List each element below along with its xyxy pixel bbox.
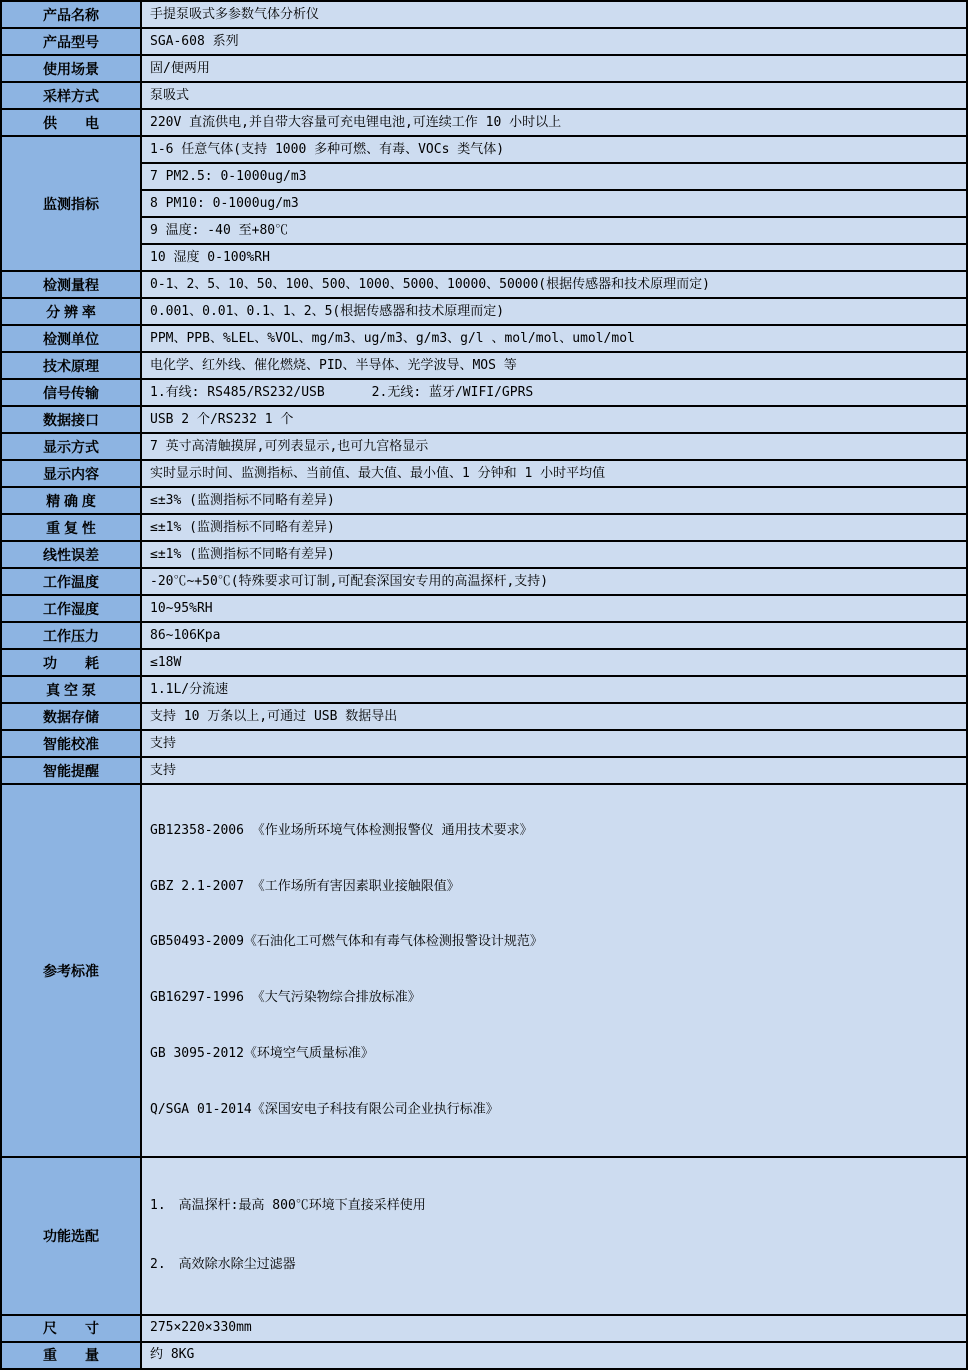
row-monitoring-item-4 [1, 217, 967, 244]
reference-standard-line: GB16297-1996 《大气污染物综合排放标准》 [150, 990, 421, 1006]
row-data-interface [1, 406, 967, 433]
spec-value-signal-transmission: 1.有线: RS485/RS232/USB 2.无线: 蓝牙/WIFI/GPRS [141, 379, 967, 406]
spec-label-optional-features: 功能选配 [1, 1157, 141, 1314]
spec-value-working-temperature: -20℃~+50℃(特殊要求可订制,可配套深国安专用的高温探杆,支持) [141, 568, 967, 595]
row-monitoring-item-2 [1, 163, 967, 190]
row-weight [1, 1342, 967, 1369]
spec-label-product-model: 产品型号 [1, 28, 141, 55]
spec-label-sampling-method: 采样方式 [1, 82, 141, 109]
spec-value-display-content: 实时显示时间、监测指标、当前值、最大值、最小值、1 分钟和 1 小时平均值 [141, 460, 967, 487]
row-data-storage [1, 703, 967, 730]
spec-value-display-mode: 7 英寸高清触摸屏,可列表显示,也可九宫格显示 [141, 433, 967, 460]
spec-label-reference-standards: 参考标准 [1, 784, 141, 1157]
spec-value-technology: 电化学、红外线、催化燃烧、PID、半导体、光学波导、MOS 等 [141, 352, 967, 379]
row-signal-transmission [1, 379, 967, 406]
row-resolution [1, 298, 967, 325]
spec-value-dimensions: 275×220×330mm [141, 1315, 967, 1342]
row-reference-standards [1, 784, 967, 1157]
spec-label-dimensions: 尺 寸 [1, 1315, 141, 1342]
spec-label-detection-unit: 检测单位 [1, 325, 141, 352]
spec-value-optional-features [141, 1157, 967, 1314]
row-monitoring-item-5 [1, 244, 967, 271]
spec-label-display-content: 显示内容 [1, 460, 141, 487]
row-linearity-error [1, 541, 967, 568]
row-repeatability [1, 514, 967, 541]
row-technology [1, 352, 967, 379]
spec-label-smart-reminder: 智能提醒 [1, 757, 141, 784]
spec-label-repeatability: 重 复 性 [1, 514, 141, 541]
spec-label-product-name: 产品名称 [1, 1, 141, 28]
spec-value-monitoring-item-4: 9 温度: -40 至+80℃ [141, 217, 967, 244]
spec-label-data-interface: 数据接口 [1, 406, 141, 433]
spec-label-vacuum-pump: 真 空 泵 [1, 676, 141, 703]
spec-value-repeatability: ≤±1% (监测指标不同略有差异) [141, 514, 967, 541]
spec-value-product-name: 手提泵吸式多参数气体分析仪 [141, 1, 967, 28]
spec-value-resolution: 0.001、0.01、0.1、1、2、5(根据传感器和技术原理而定) [141, 298, 967, 325]
spec-value-working-pressure: 86~106Kpa [141, 622, 967, 649]
row-monitoring-indicators [1, 136, 967, 163]
spec-label-smart-calibration: 智能校准 [1, 730, 141, 757]
row-vacuum-pump [1, 676, 967, 703]
spec-label-signal-transmission: 信号传输 [1, 379, 141, 406]
spec-value-monitoring-item-5: 10 湿度 0-100%RH [141, 244, 967, 271]
spec-value-detection-unit: PPM、PPB、%LEL、%VOL、mg/m3、ug/m3、g/m3、g/l 、mol/mol、umol/mol [141, 325, 967, 352]
spec-label-accuracy: 精 确 度 [1, 487, 141, 514]
row-detection-unit [1, 325, 967, 352]
spec-label-working-humidity: 工作湿度 [1, 595, 141, 622]
spec-label-power-consumption: 功 耗 [1, 649, 141, 676]
spec-value-monitoring-item-3: 8 PM10: 0-1000ug/m3 [141, 190, 967, 217]
row-smart-calibration [1, 730, 967, 757]
spec-label-monitoring-indicators: 监测指标 [1, 136, 141, 271]
spec-label-weight: 重 量 [1, 1342, 141, 1369]
spec-label-working-temperature: 工作温度 [1, 568, 141, 595]
spec-value-data-interface: USB 2 个/RS232 1 个 [141, 406, 967, 433]
row-monitoring-item-3 [1, 190, 967, 217]
spec-value-vacuum-pump: 1.1L/分流速 [141, 676, 967, 703]
row-optional-features [1, 1157, 967, 1314]
row-product-model [1, 28, 967, 55]
spec-label-working-pressure: 工作压力 [1, 622, 141, 649]
spec-label-data-storage: 数据存储 [1, 703, 141, 730]
row-power-consumption [1, 649, 967, 676]
row-working-humidity [1, 595, 967, 622]
reference-standard-line: GB50493-2009《石油化工可燃气体和有毒气体检测报警设计规范》 [150, 934, 543, 950]
spec-value-power-consumption: ≤18W [141, 649, 967, 676]
row-sampling-method [1, 82, 967, 109]
reference-standard-line: Q/SGA 01-2014《深国安电子科技有限公司企业执行标准》 [150, 1101, 499, 1117]
spec-value-sampling-method: 泵吸式 [141, 82, 967, 109]
row-display-content [1, 460, 967, 487]
spec-label-power-supply: 供 电 [1, 109, 141, 136]
row-display-mode [1, 433, 967, 460]
spec-value-detection-range: 0-1、2、5、10、50、100、500、1000、5000、10000、50000(根据传感器和技术原理而定) [141, 271, 967, 298]
spec-value-power-supply: 220V 直流供电,并自带大容量可充电锂电池,可连续工作 10 小时以上 [141, 109, 967, 136]
row-accuracy [1, 487, 967, 514]
spec-label-linearity-error: 线性误差 [1, 541, 141, 568]
spec-label-display-mode: 显示方式 [1, 433, 141, 460]
reference-standard-line: GB12358-2006 《作业场所环境气体检测报警仪 通用技术要求》 [150, 823, 533, 839]
optional-feature-line: 2. 高效除水除尘过滤器 [150, 1257, 296, 1273]
spec-value-accuracy: ≤±3% (监测指标不同略有差异) [141, 487, 967, 514]
row-smart-reminder [1, 757, 967, 784]
spec-value-smart-calibration: 支持 [141, 730, 967, 757]
spec-value-reference-standards [141, 784, 967, 1157]
spec-value-data-storage: 支持 10 万条以上,可通过 USB 数据导出 [141, 703, 967, 730]
spec-value-smart-reminder: 支持 [141, 757, 967, 784]
spec-value-monitoring-item-2: 7 PM2.5: 0-1000ug/m3 [141, 163, 967, 190]
spec-value-weight: 约 8KG [141, 1342, 967, 1369]
spec-label-detection-range: 检测量程 [1, 271, 141, 298]
row-working-pressure [1, 622, 967, 649]
row-product-name [1, 1, 967, 28]
row-detection-range [1, 271, 967, 298]
row-usage-scene [1, 55, 967, 82]
spec-value-usage-scene: 固/便两用 [141, 55, 967, 82]
optional-feature-line: 1. 高温探杆:最高 800℃环境下直接采样使用 [150, 1198, 426, 1214]
row-working-temperature [1, 568, 967, 595]
reference-standard-line: GB 3095-2012《环境空气质量标准》 [150, 1045, 374, 1061]
spec-value-product-model: SGA-608 系列 [141, 28, 967, 55]
spec-value-working-humidity: 10~95%RH [141, 595, 967, 622]
spec-value-monitoring-item-1: 1-6 任意气体(支持 1000 多种可燃、有毒、VOCs 类气体) [141, 136, 967, 163]
row-dimensions [1, 1315, 967, 1342]
spec-label-usage-scene: 使用场景 [1, 55, 141, 82]
spec-label-resolution: 分 辨 率 [1, 298, 141, 325]
row-power-supply [1, 109, 967, 136]
spec-value-linearity-error: ≤±1% (监测指标不同略有差异) [141, 541, 967, 568]
reference-standard-line: GBZ 2.1-2007 《工作场所有害因素职业接触限值》 [150, 878, 460, 894]
spec-label-technology: 技术原理 [1, 352, 141, 379]
